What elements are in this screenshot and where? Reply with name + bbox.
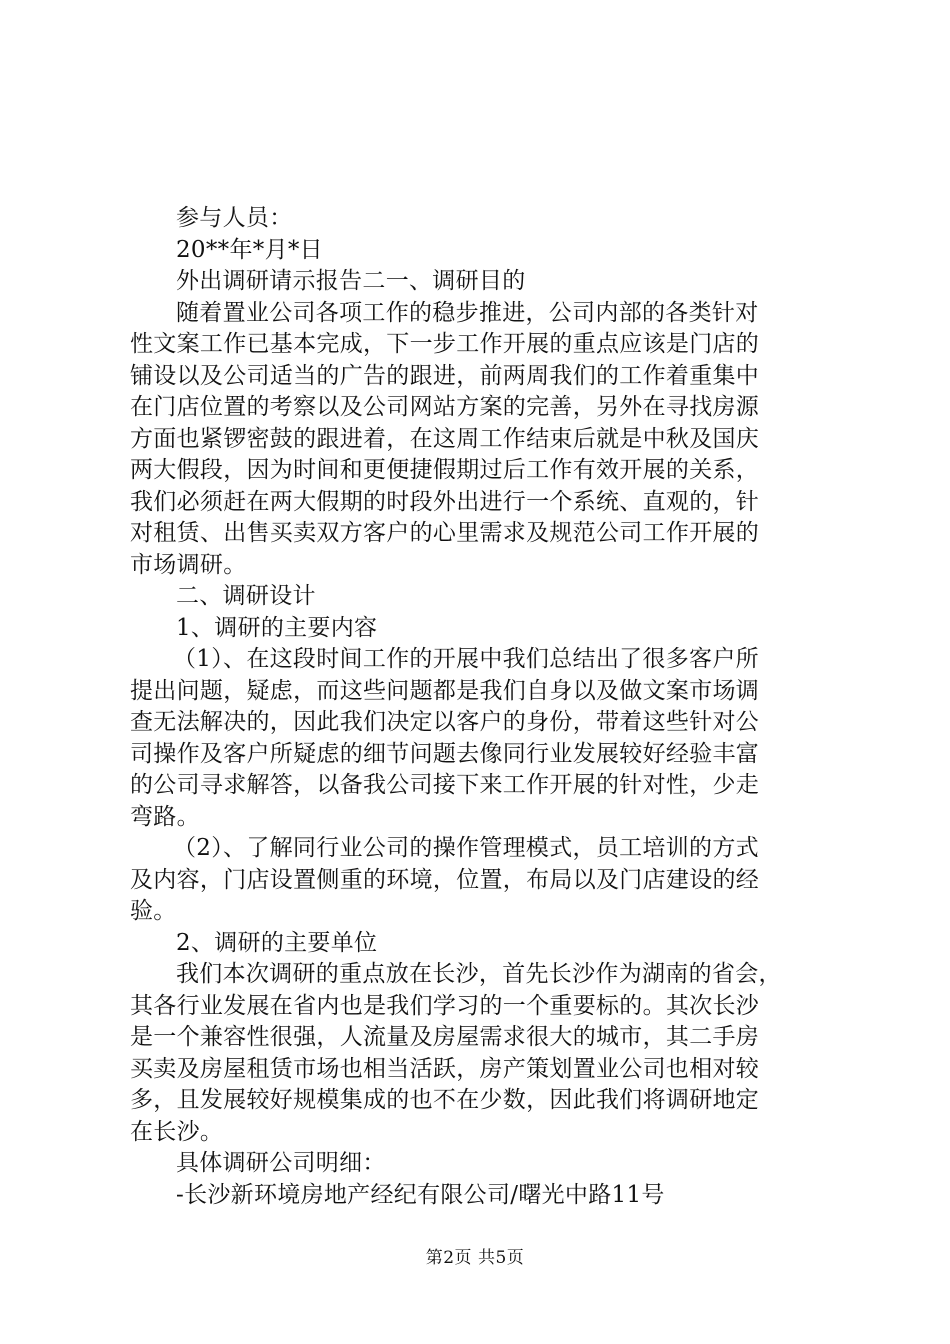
text-line: （2）、了解同行业公司的操作管理模式，员工培训的方式 — [173, 835, 759, 861]
text-line: -长沙新环境房地产经纪有限公司/曙光中路11号 — [176, 1181, 665, 1208]
text-line: 在长沙。 — [130, 1118, 224, 1145]
text-line: 多，且发展较好规模集成的也不在少数，因此我们将调研地定 — [130, 1087, 760, 1113]
text-line: 随着置业公司各项工作的稳步推进，公司内部的各类针对 — [176, 299, 759, 326]
text-line: （1）、在这段时间工作的开展中我们总结出了很多客户所 — [173, 646, 759, 672]
text-line: 1、调研的主要内容 — [176, 614, 378, 641]
text-line: 具体调研公司明细： — [176, 1150, 386, 1176]
text-line: 2、调研的主要单位 — [176, 929, 378, 956]
text-line: 市场调研。 — [130, 551, 247, 578]
text-line: 对租赁、出售买卖双方客户的心里需求及规范公司工作开展的 — [130, 520, 760, 546]
text-line: 验。 — [130, 898, 177, 924]
text-line: 方面也紧锣密鼓的跟进着，在这周工作结束后就是中秋及国庆 — [130, 425, 760, 452]
page-footer: 第2页 共5页 — [425, 1248, 525, 1268]
text-line: 性文案工作已基本完成，下一步工作开展的重点应该是门店的 — [130, 331, 760, 357]
text-line: 司操作及客户所疑虑的细节问题去像同行业发展较好经验丰富 — [130, 740, 760, 767]
text-line: 我们必须赶在两大假期的时段外出进行一个系统、直观的，针 — [130, 488, 760, 515]
text-line: 买卖及房屋租赁市场也相当活跃，房产策划置业公司也相对较 — [130, 1055, 760, 1082]
text-line: 我们本次调研的重点放在长沙，首先长沙作为湖南的省会， — [176, 961, 782, 987]
text-line: 查无法解决的，因此我们决定以客户的身份，带着这些针对公 — [130, 709, 760, 735]
text-line: 提出问题，疑虑，而这些问题都是我们自身以及做文案市场调 — [130, 677, 760, 704]
text-line: 是一个兼容性很强，人流量及房屋需求很大的城市，其二手房 — [130, 1024, 760, 1050]
text-line: 其各行业发展在省内也是我们学习的一个重要标的。其次长沙 — [130, 992, 760, 1019]
document-body — [130, 203, 830, 1211]
text-line: 铺设以及公司适当的广告的跟进，前两周我们的工作着重集中 — [130, 362, 760, 389]
text-line: 及内容，门店设置侧重的环境，位置，布局以及门店建设的经 — [130, 866, 760, 893]
text-line: 参与人员： — [176, 205, 293, 231]
text-line: 二、调研设计 — [176, 583, 316, 609]
text-line: 弯路。 — [130, 803, 200, 830]
text-line: 外出调研请示报告二一、调研目的 — [176, 268, 526, 294]
text-line: 两大假段，因为时间和更便捷假期过后工作有效开展的关系， — [130, 457, 760, 483]
text-line: 在门店位置的考察以及公司网站方案的完善，另外在寻找房源 — [130, 394, 760, 420]
text-line: 的公司寻求解答，以备我公司接下来工作开展的针对性，少走 — [130, 772, 760, 798]
text-line: 20**年*月*日 — [176, 236, 323, 263]
